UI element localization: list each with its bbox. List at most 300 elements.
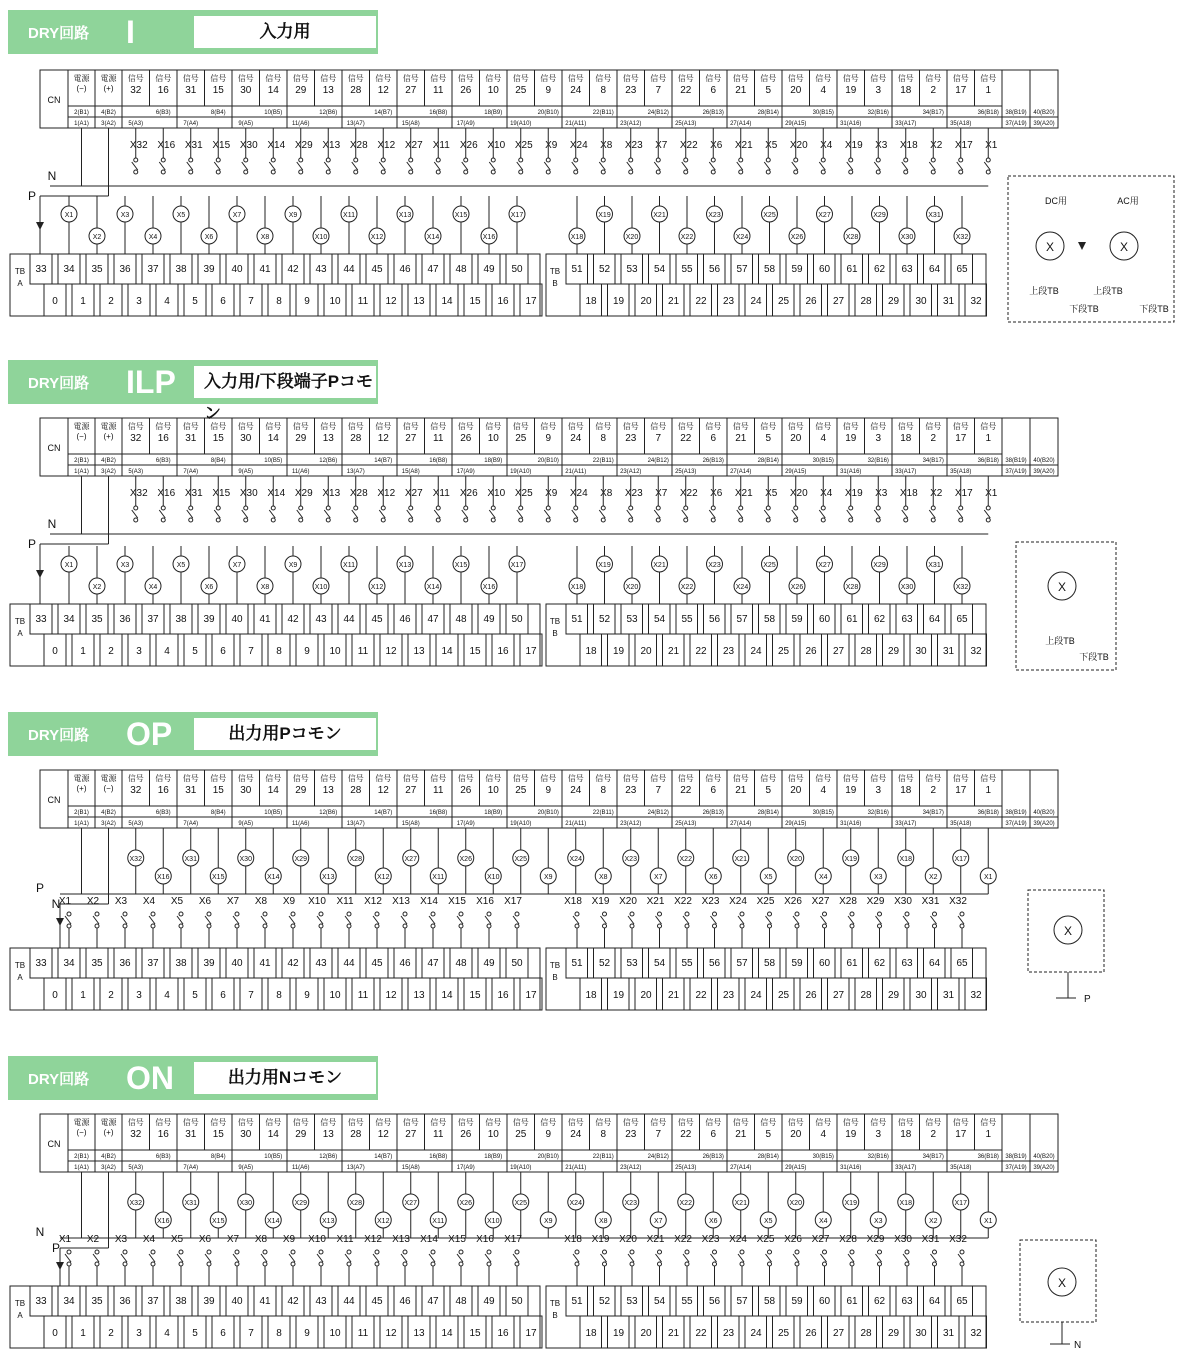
cn-pin-bottom: 23(A12)	[620, 121, 642, 127]
contact-icon	[766, 506, 770, 510]
contact-icon	[546, 506, 550, 510]
cn-pin-top: 40(B20)	[1033, 110, 1055, 116]
coil-symbol-label: X	[1063, 924, 1073, 938]
x-signal-label: X16	[476, 1234, 494, 1245]
x-signal-label: X7	[226, 1234, 240, 1245]
tb-a-bottom-number: 16	[497, 646, 509, 657]
contact-icon	[431, 1250, 435, 1254]
x-signal-label: X12	[364, 896, 382, 907]
signal-number: 22	[680, 1129, 692, 1140]
contact-icon	[821, 518, 825, 522]
coil-label: X18	[899, 856, 912, 863]
signal-label: 信号	[705, 774, 722, 783]
contact-icon	[601, 158, 605, 162]
signal-label: 信号	[870, 1118, 887, 1127]
signal-number: 6	[710, 1129, 717, 1140]
contact-icon	[67, 924, 71, 928]
tb-a-bottom-number: 15	[469, 990, 481, 1001]
tb-b-top-number: 61	[846, 614, 858, 625]
switch-blade	[407, 162, 413, 170]
tb-b-bottom-number: 31	[942, 1328, 955, 1339]
tb-a-top-number: 45	[371, 614, 383, 625]
contact-icon	[403, 924, 407, 928]
signal-number: 19	[845, 433, 857, 444]
cn-pin-bottom: 19(A10)	[510, 121, 532, 127]
contact-icon	[821, 506, 825, 510]
contact-icon	[630, 1250, 634, 1254]
contact-icon	[740, 1250, 744, 1254]
coil-label: X2	[928, 874, 938, 881]
contact-icon	[464, 506, 468, 510]
signal-number: 1	[985, 1129, 992, 1140]
contact-icon	[291, 924, 295, 928]
contact-icon	[436, 506, 440, 510]
switch-blade	[958, 916, 964, 924]
coil-label: X1	[983, 874, 993, 881]
coil-label: X7	[653, 874, 663, 881]
contact-icon	[207, 1262, 211, 1266]
contact-icon	[684, 158, 688, 162]
cn-pin-bottom: 21(A11)	[565, 469, 587, 475]
signal-number: 4	[820, 85, 827, 96]
signal-number: 19	[845, 85, 857, 96]
tb-b-label: TB	[549, 267, 561, 276]
signal-label: 信号	[650, 74, 667, 83]
cn-pin-bottom: 15(A8)	[401, 121, 420, 127]
tb-b-label: B	[552, 279, 558, 288]
tb-a-bottom-number: 14	[441, 646, 453, 657]
signal-label: 信号	[842, 774, 859, 783]
contact-icon	[319, 924, 323, 928]
cn-pin-top: 38(B19)	[1005, 458, 1027, 464]
coil-label: X25	[514, 1200, 527, 1207]
coil-label: X11	[343, 212, 355, 219]
tb-b-top-number: 54	[653, 264, 666, 275]
tb-b-top-number: 62	[873, 614, 886, 625]
tb-b-bottom-number: 19	[612, 990, 625, 1001]
power-sign: (+)	[103, 84, 114, 93]
tb-b-top-number: 64	[928, 1296, 941, 1307]
signal-number: 1	[985, 433, 992, 444]
power-label: 電源	[100, 422, 117, 431]
switch-blade	[352, 162, 358, 170]
coil-label: X31	[184, 1200, 197, 1207]
switch-blade	[874, 510, 880, 518]
coil-label: X22	[680, 584, 694, 591]
signal-number: 25	[515, 785, 527, 796]
tb-a-top-number: 40	[231, 614, 243, 625]
tb-a-bottom-number: 0	[52, 990, 58, 1001]
coil-label: X13	[398, 562, 412, 569]
switch-blade	[517, 510, 523, 518]
signal-number: 23	[625, 785, 637, 796]
cn-pin-bottom: 35(A18)	[950, 821, 972, 827]
signal-number: 22	[680, 433, 692, 444]
signal-number: 4	[820, 1129, 827, 1140]
panel-input	[0, 10, 1186, 350]
x-signal-label: X24	[569, 140, 588, 151]
tb-b-bottom-number: 18	[585, 990, 597, 1001]
switch-blade	[177, 916, 183, 924]
cn-pin-bottom: 5(A3)	[128, 1165, 144, 1171]
signal-number: 11	[433, 433, 444, 444]
cn-pin-bottom: 31(A16)	[840, 469, 862, 475]
cn-pin-top: 4(B2)	[101, 810, 116, 816]
contact-icon	[216, 158, 220, 162]
contact-icon	[134, 170, 138, 174]
contact-icon	[904, 170, 908, 174]
coil-label: X30	[239, 856, 252, 863]
contact-icon	[795, 912, 799, 916]
tb-a-top-number: 50	[511, 958, 523, 969]
tb-a-label: A	[17, 279, 23, 288]
switch-blade	[214, 510, 220, 518]
tb-b-top-number: 55	[681, 1296, 693, 1307]
coil-label: X30	[900, 234, 914, 241]
wiring-diagram	[0, 360, 1186, 690]
switch-blade	[205, 1254, 211, 1262]
tb-a-top-number: 49	[483, 264, 495, 275]
signal-label: 信号	[182, 422, 199, 431]
contact-icon	[850, 1250, 854, 1254]
power-sign: (−)	[76, 432, 87, 441]
x-signal-label: X24	[569, 488, 588, 499]
banner-code: ILP	[126, 364, 176, 400]
tb-a-label: TB	[14, 267, 26, 276]
switch-blade	[656, 916, 662, 924]
contact-icon	[794, 170, 798, 174]
switch-blade	[289, 1254, 295, 1262]
switch-blade	[931, 1254, 937, 1262]
tb-b-top-number: 58	[763, 614, 776, 625]
cn-extra-box	[1030, 70, 1058, 128]
signal-label: 信号	[540, 774, 557, 783]
tb-a-bottom-number: 1	[80, 1328, 86, 1339]
coil-label: X10	[314, 234, 328, 241]
signal-number: 15	[212, 433, 224, 444]
cn-pin-top: 30(B15)	[812, 1154, 834, 1160]
cn-pin-top: 34(B17)	[922, 110, 944, 116]
switch-blade	[373, 916, 379, 924]
switch-blade	[93, 916, 99, 924]
signal-label: 信号	[540, 1118, 557, 1127]
coil-label: X21	[653, 212, 666, 219]
signal-label: 信号	[595, 74, 612, 83]
signal-number: 13	[322, 1129, 334, 1140]
contact-icon	[546, 518, 550, 522]
x-signal-label: X5	[170, 896, 184, 907]
tb-b-bottom-number: 27	[832, 646, 845, 657]
signal-label: 信号	[980, 74, 997, 83]
signal-number: 15	[212, 85, 224, 96]
power-label: 電源	[73, 774, 90, 783]
tb-b-label: B	[552, 629, 558, 638]
contact-icon	[179, 1262, 183, 1266]
tb-a-bottom-number: 3	[136, 296, 142, 307]
switch-blade	[903, 916, 909, 924]
tb-b-label: TB	[549, 617, 561, 626]
upper-tb-label: 上段TB	[1093, 286, 1123, 296]
tb-a-top-number: 50	[511, 614, 523, 625]
cn-pin-top: 10(B5)	[264, 810, 283, 816]
contact-icon	[491, 158, 495, 162]
cn-pin-top: 22(B11)	[592, 1154, 614, 1160]
signal-label: 信号	[375, 422, 392, 431]
signal-number: 22	[680, 85, 692, 96]
contact-icon	[876, 158, 880, 162]
tb-a-bottom-number: 8	[276, 646, 282, 657]
coil-label: X3	[120, 562, 130, 569]
tb-a-bottom-number: 8	[276, 990, 282, 1001]
signal-number: 11	[433, 785, 444, 796]
tb-b-top-number: 59	[791, 1296, 803, 1307]
contact-icon	[409, 506, 413, 510]
cn-pin-bottom: 33(A17)	[895, 1165, 917, 1171]
coil-label: X32	[955, 234, 969, 241]
signal-label: 信号	[705, 74, 722, 83]
contact-icon	[656, 158, 660, 162]
tb-b-bottom-number: 25	[777, 296, 790, 307]
cn-pin-top: 32(B16)	[867, 810, 889, 816]
cn-pin-bottom: 35(A18)	[950, 121, 972, 127]
contact-icon	[123, 1262, 127, 1266]
x-signal-label: X17	[954, 140, 973, 151]
contact-icon	[189, 158, 193, 162]
x-signal-label: X4	[820, 488, 833, 499]
signal-label: 信号	[760, 74, 777, 83]
x-signal-label: X23	[701, 1234, 720, 1245]
coil-label: X31	[928, 562, 941, 569]
cn-extra-box	[1002, 70, 1030, 128]
signal-number: 28	[350, 785, 362, 796]
signal-number: 29	[295, 433, 307, 444]
tb-b-bottom-number: 30	[915, 296, 927, 307]
coil-label: X19	[598, 212, 611, 219]
coil-label: X19	[598, 562, 611, 569]
switch-blade	[654, 162, 660, 170]
signal-number: 9	[545, 433, 552, 444]
tb-a-top-number: 40	[231, 958, 243, 969]
coil-label: X9	[543, 1218, 553, 1225]
x-signal-label: X16	[476, 896, 494, 907]
coil-label: X6	[708, 1218, 718, 1225]
switch-blade	[656, 1254, 662, 1262]
cn-pin-top: 4(B2)	[101, 110, 116, 116]
contact-icon	[766, 518, 770, 522]
tb-a-bottom-number: 6	[220, 990, 226, 1001]
x-signal-label: X15	[212, 140, 231, 151]
contact-icon	[986, 170, 990, 174]
cn-pin-top: 10(B5)	[264, 1154, 283, 1160]
signal-label: 信号	[567, 774, 584, 783]
tb-a-top-number: 43	[315, 1296, 327, 1307]
cn-pin-top: 28(B14)	[757, 810, 779, 816]
contact-icon	[768, 1250, 772, 1254]
cn-pin-bottom: 25(A13)	[675, 821, 697, 827]
switch-blade	[489, 162, 495, 170]
tb-b-bottom-number: 19	[612, 1328, 625, 1339]
cn-pin-top: 34(B17)	[922, 1154, 944, 1160]
tb-a-bottom-number: 0	[52, 296, 58, 307]
tb-a-bottom-number: 17	[525, 1328, 537, 1339]
signal-number: 12	[377, 85, 389, 96]
cn-pin-bottom: 33(A17)	[895, 821, 917, 827]
contact-icon	[959, 170, 963, 174]
signal-number: 3	[875, 85, 882, 96]
tb-a-top-number: 37	[147, 1296, 159, 1307]
cn-pin-top: 38(B19)	[1005, 1154, 1027, 1160]
switch-blade	[766, 916, 772, 924]
signal-label: 信号	[127, 774, 144, 783]
coil-label: X16	[157, 874, 170, 881]
signal-label: 信号	[210, 774, 227, 783]
contact-icon	[381, 170, 385, 174]
tb-b-bottom-number: 32	[970, 990, 982, 1001]
x-signal-label: X24	[729, 1234, 747, 1245]
coil-label: X4	[148, 234, 158, 241]
signal-label: 信号	[760, 774, 777, 783]
x-signal-label: X3	[114, 896, 128, 907]
cn-pin-bottom: 17(A9)	[456, 821, 475, 827]
switch-blade	[627, 510, 633, 518]
signal-number: 17	[955, 1129, 967, 1140]
tb-b-bottom-number: 24	[750, 1328, 762, 1339]
signal-number: 5	[765, 85, 772, 96]
p-label: P	[27, 537, 37, 551]
switch-blade	[737, 162, 743, 170]
signal-number: 4	[820, 433, 827, 444]
x-signal-label: X5	[765, 140, 778, 151]
contact-icon	[905, 1262, 909, 1266]
contact-icon	[151, 1262, 155, 1266]
tb-b-top-number: 58	[763, 1296, 776, 1307]
coil-label: X20	[789, 856, 802, 863]
signal-number: 23	[625, 85, 637, 96]
cn-pin-top: 40(B20)	[1033, 458, 1055, 464]
cn-pin-bottom: 11(A6)	[291, 469, 310, 475]
contact-icon	[354, 518, 358, 522]
signal-number: 31	[185, 785, 197, 796]
contact-icon	[179, 924, 183, 928]
tb-a-bottom-number: 9	[304, 646, 310, 657]
signal-label: 信号	[595, 422, 612, 431]
p-label: P	[35, 881, 45, 895]
cn-pin-bottom: 1(A1)	[74, 1165, 89, 1171]
tb-a-bottom-number: 10	[329, 990, 341, 1001]
switch-blade	[242, 510, 248, 518]
cn-pin-top: 28(B14)	[757, 110, 779, 116]
tb-a-label: A	[17, 1311, 23, 1320]
x-signal-label: X31	[184, 140, 203, 151]
tb-b-top-number: 58	[763, 958, 776, 969]
tb-a-bottom-number: 6	[220, 646, 226, 657]
signal-label: 信号	[512, 774, 529, 783]
switch-blade	[462, 510, 468, 518]
tb-b-bottom-number: 28	[860, 646, 872, 657]
contact-icon	[713, 924, 717, 928]
tb-a-label: TB	[14, 961, 26, 970]
cn-pin-bottom: 33(A17)	[895, 469, 917, 475]
tb-b-bottom-number: 29	[887, 1328, 900, 1339]
signal-number: 4	[820, 785, 827, 796]
cn-pin-bottom: 29(A15)	[785, 469, 807, 475]
tb-b-top-number: 56	[708, 1296, 721, 1307]
switch-blade	[628, 1254, 634, 1262]
cn-pin-top: 26(B13)	[702, 110, 724, 116]
tb-a-top-number: 35	[91, 958, 103, 969]
contact-icon	[151, 1250, 155, 1254]
signal-label: 信号	[595, 774, 612, 783]
cn-pin-top: 18(B9)	[484, 110, 503, 116]
tb-a-top-number: 36	[119, 958, 131, 969]
cn-pin-top: 16(B8)	[429, 110, 448, 116]
tb-a-top-number: 41	[259, 1296, 271, 1307]
tb-b-top-number: 54	[653, 614, 666, 625]
contact-icon	[656, 506, 660, 510]
tb-a-top-number: 45	[371, 264, 383, 275]
power-label: 電源	[73, 74, 90, 83]
switch-blade	[242, 162, 248, 170]
contact-icon	[207, 912, 211, 916]
x-signal-label: X26	[459, 140, 478, 151]
tb-a-top-number: 36	[119, 1296, 131, 1307]
contact-icon	[319, 912, 323, 916]
contact-icon	[658, 1262, 662, 1266]
n-label: N	[35, 1225, 45, 1239]
contact-icon	[161, 170, 165, 174]
signal-label: 信号	[925, 74, 942, 83]
cn-pin-top: 4(B2)	[101, 1154, 116, 1160]
coil-label: X27	[818, 562, 831, 569]
contact-icon	[630, 924, 634, 928]
contact-icon	[795, 1262, 799, 1266]
tb-a-top-number: 42	[287, 264, 299, 275]
cn-pin-top: 28(B14)	[757, 1154, 779, 1160]
tb-b-top-number: 62	[873, 1296, 886, 1307]
x-signal-label: X10	[487, 488, 506, 499]
signal-label: 信号	[650, 774, 667, 783]
tb-b-label: B	[552, 1311, 558, 1320]
cn-pin-top: 6(B3)	[155, 110, 171, 116]
switch-blade	[572, 510, 578, 518]
contact-icon	[95, 912, 99, 916]
power-sign: (+)	[103, 432, 114, 441]
cn-pin-bottom: 7(A4)	[183, 821, 199, 827]
switch-blade	[819, 162, 825, 170]
signal-number: 10	[487, 1129, 499, 1140]
switch-blade	[159, 162, 165, 170]
cn-pin-bottom: 25(A13)	[675, 1165, 697, 1171]
x-signal-label: X15	[448, 896, 466, 907]
contact-icon	[161, 506, 165, 510]
tb-a-bottom-number: 6	[220, 296, 226, 307]
coil-label: X18	[899, 1200, 912, 1207]
cn-pin-top: 20(B10)	[537, 810, 559, 816]
signal-label: 信号	[347, 74, 364, 83]
x-signal-label: X2	[86, 896, 100, 907]
contact-icon	[347, 1262, 351, 1266]
banner-code: ON	[126, 1060, 174, 1096]
signal-number: 23	[625, 1129, 637, 1140]
contact-icon	[67, 1262, 71, 1266]
signal-number: 28	[350, 433, 362, 444]
switch-blade	[848, 1254, 854, 1262]
contact-icon	[235, 1262, 239, 1266]
contact-icon	[263, 1250, 267, 1254]
contact-icon	[684, 506, 688, 510]
cn-extra-box	[1002, 1114, 1030, 1172]
coil-label: X27	[404, 1200, 417, 1207]
